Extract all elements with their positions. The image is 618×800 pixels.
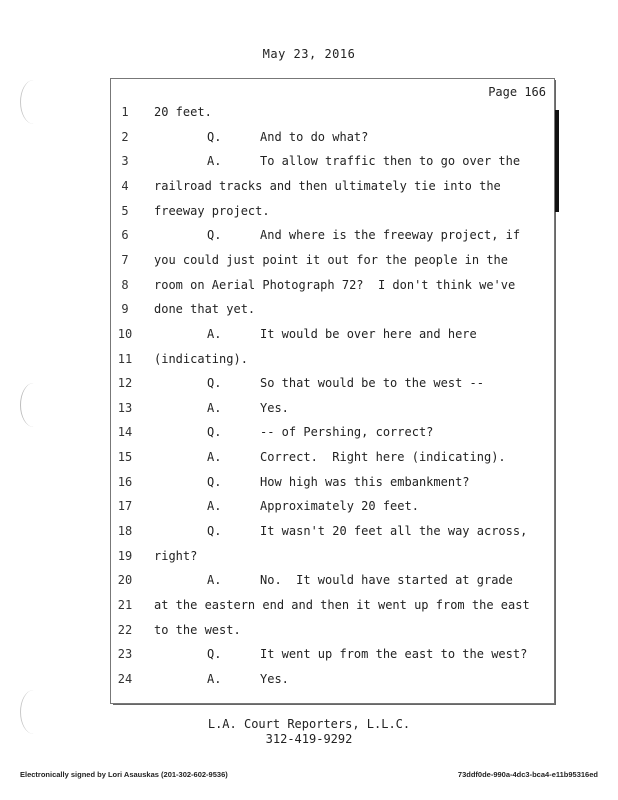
transcript-line: [111, 352, 554, 377]
line-number: 19: [117, 548, 133, 563]
line-text: freeway project.: [154, 203, 270, 218]
line-text: It went up from the east to the west?: [260, 647, 528, 662]
line-text: To allow traffic then to go over the: [260, 154, 521, 169]
line-number: 17: [117, 499, 133, 514]
line-text: And to do what?: [260, 129, 369, 144]
transcript-line: [111, 130, 554, 155]
transcript-line: [111, 376, 554, 401]
line-number: 22: [117, 622, 133, 637]
line-text: railroad tracks and then ultimately tie into the: [154, 178, 501, 193]
transcript-line: [111, 204, 554, 229]
line-number: 1: [121, 105, 129, 119]
transcript-line: [111, 302, 554, 327]
line-number: 4: [121, 178, 129, 193]
reporter-phone: 312-419-9292: [265, 732, 353, 746]
line-text: at the eastern end and then it went up from the east: [154, 598, 530, 612]
qa-marker: A.: [207, 154, 222, 169]
line-text: No. It would have started at grade: [260, 573, 513, 588]
transcript-line: [111, 524, 554, 549]
line-text: room on Aerial Photograph 72? I don't think we've: [154, 277, 516, 292]
qa-marker: A.: [207, 400, 222, 415]
qa-marker: A.: [207, 326, 222, 341]
transcript-line: [111, 623, 554, 648]
line-number: 16: [117, 474, 133, 489]
line-number: 14: [117, 425, 133, 440]
electronic-signature: Electronically signed by Lori Asauskas (201-302-602-9536): [20, 770, 228, 779]
page-number: Page 166: [488, 85, 546, 99]
line-text: (indicating).: [154, 351, 248, 366]
qa-marker: Q.: [207, 647, 222, 662]
line-text: Correct. Right here (indicating).: [260, 450, 506, 465]
line-number: 20: [117, 573, 133, 588]
punch-hole: [20, 383, 47, 427]
transcript-line: [111, 450, 554, 475]
line-text: to the west.: [154, 622, 241, 637]
transcript-line: [111, 573, 554, 598]
line-text: So that would be to the west --: [260, 376, 484, 391]
line-text: -- of Pershing, correct?: [260, 425, 434, 440]
line-text: Yes.: [260, 400, 289, 415]
line-text: right?: [154, 548, 198, 563]
line-number: 13: [117, 400, 133, 415]
line-number: 9: [121, 302, 129, 317]
line-number: 6: [121, 228, 129, 243]
transcript-line: [111, 475, 554, 500]
line-text: It wasn't 20 feet all the way across,: [260, 524, 528, 539]
transcript-line: [111, 647, 554, 672]
line-number: 18: [117, 524, 133, 539]
qa-marker: Q.: [207, 524, 222, 539]
transcript-line: [111, 253, 554, 278]
line-number: 23: [117, 647, 133, 662]
line-text: It would be over here and here: [260, 326, 477, 341]
qa-marker: A.: [207, 499, 222, 514]
transcript-date: May 23, 2016: [262, 47, 356, 61]
reporter-company: L.A. Court Reporters, L.L.C.: [207, 717, 411, 731]
line-number: 10: [117, 326, 133, 341]
transcript-line: [111, 154, 554, 179]
qa-marker: Q.: [207, 425, 222, 440]
line-number: 15: [117, 450, 133, 465]
line-number: 21: [117, 598, 133, 612]
line-number: 24: [117, 671, 133, 686]
line-number: 2: [121, 129, 129, 144]
line-number: 3: [121, 154, 129, 169]
line-number: 8: [121, 277, 129, 292]
transcript-line: [111, 598, 554, 623]
qa-marker: Q.: [207, 228, 222, 243]
transcript-line: [111, 672, 554, 697]
transcript-line: [111, 105, 554, 130]
line-text: 20 feet.: [154, 105, 212, 119]
line-text: done that yet.: [154, 302, 256, 317]
transcript-line: [111, 401, 554, 426]
transcript-line: [111, 499, 554, 524]
qa-marker: A.: [207, 671, 222, 686]
transcript-line: [111, 228, 554, 253]
line-number: 12: [117, 376, 133, 391]
document-hash: 73ddf0de-990a-4dc3-bca4-e11b95316ed: [457, 770, 598, 779]
punch-hole: [20, 80, 47, 124]
line-text: Yes.: [260, 671, 289, 686]
page-edge-marker: [555, 110, 559, 212]
line-text: And where is the freeway project, if: [260, 228, 521, 243]
line-number: 7: [121, 252, 129, 267]
transcript-page: [110, 78, 555, 704]
line-text: you could just point it out for the people in the: [154, 252, 509, 267]
qa-marker: Q.: [207, 129, 222, 144]
qa-marker: Q.: [207, 376, 222, 391]
line-number: 5: [121, 203, 129, 218]
qa-marker: A.: [207, 450, 222, 465]
transcript-line: [111, 549, 554, 574]
transcript-line: [111, 425, 554, 450]
line-number: 11: [117, 351, 133, 366]
transcript-line: [111, 179, 554, 204]
qa-marker: Q.: [207, 474, 222, 489]
line-text: How high was this embankment?: [260, 474, 470, 489]
transcript-line: [111, 327, 554, 352]
qa-marker: A.: [207, 573, 222, 588]
transcript-line: [111, 278, 554, 303]
line-text: Approximately 20 feet.: [260, 499, 419, 514]
